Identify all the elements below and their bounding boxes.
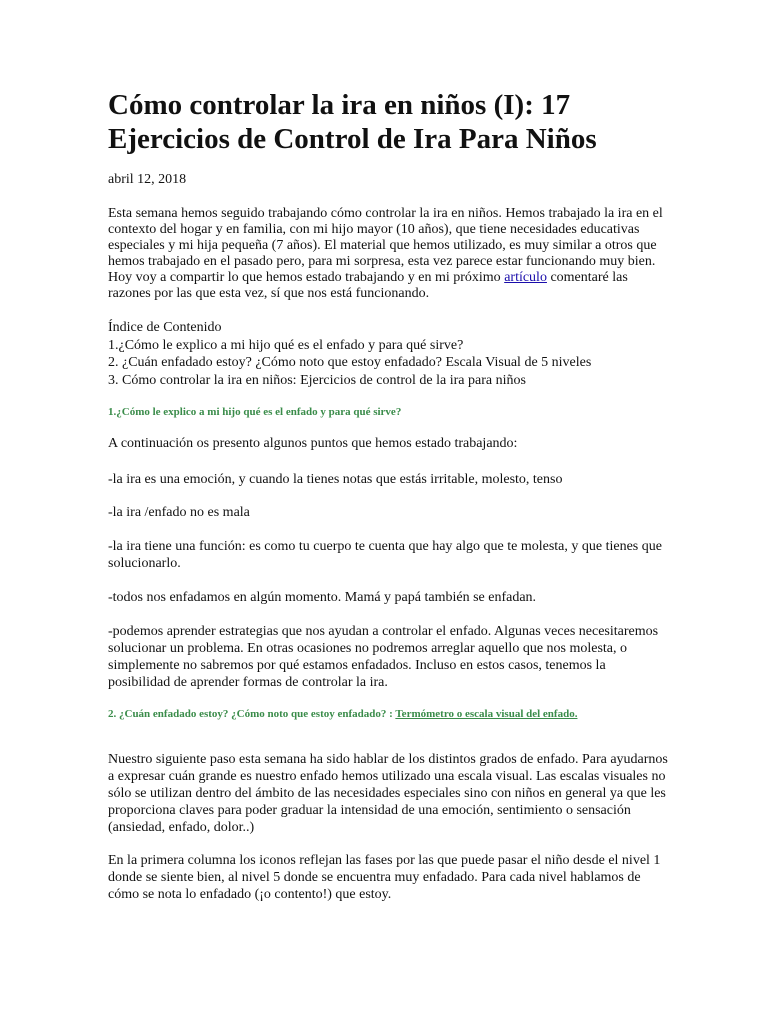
section-2-paragraph-1: Nuestro siguiente paso esta semana ha sido hablar de los distintos grados de enfado. Para ayudarnos a expresar cuán grande es nuestro enfado hemos utilizado una escala visual. Las escalas visuales no sólo se utilizan dentro del ámbito de las necesidades especiales sino con niños en general ya que les proporciona claves para poder graduar la intensidad de una emoción, sentimiento o sensación (ansiedad, enfado, dolor..) bbox=[108, 752, 668, 835]
section-1-paragraph-1: A continuación os presento algunos puntos que hemos estado trabajando: bbox=[108, 436, 518, 451]
section-1-paragraph-3: -la ira /enfado no es mala bbox=[108, 505, 250, 520]
section-1-heading: 1.¿Cómo le explico a mi hijo qué es el enfado y para qué sirve? bbox=[108, 406, 402, 418]
section-2-heading bbox=[108, 707, 638, 721]
toc-heading: Índice de Contenido bbox=[108, 320, 222, 335]
toc-item-1[interactable]: 1.¿Cómo le explico a mi hijo qué es el enfado y para qué sirve? bbox=[108, 337, 464, 353]
section-1-paragraph-6: -podemos aprender estrategias que nos ayudan a controlar el enfado. Algunas veces necesitaremos solucionar un problema. En otras ocasiones no podremos arreglar aquello que nos molesta, o simplemente no sabremos por qué estamos enfadados. Incluso en estos casos, tenemos la posibilidad de aprender formas de controlar la ira. bbox=[108, 624, 659, 690]
intro-paragraph bbox=[108, 206, 668, 302]
section-1-paragraph-2: -la ira es una emoción, y cuando la tienes notas que estás irritable, molesto, tenso bbox=[108, 472, 563, 487]
section-1-paragraph-5: -todos nos enfadamos en algún momento. Mamá y papá también se enfadan. bbox=[108, 590, 537, 605]
table-of-contents bbox=[108, 319, 591, 389]
intro-text-before-link: Esta semana hemos seguido trabajando cómo controlar la ira en niños. Hemos trabajado la ira en el contexto del hogar y en familia, con mi hijo mayor (10 años), que tiene necesidades educativas especiales y mi hija pequeña (7 años). El material que hemos utilizado, es muy similar a otros que hemos trabajado en el pasado pero, para mi sorpresa, esta vez parece estar funcionando muy bien. Hoy voy a compartir lo que hemos estado trabajando y en mi próximo bbox=[108, 206, 663, 285]
section-1-paragraph-4: -la ira tiene una función: es como tu cuerpo te cuenta que hay algo que te molesta, y que tienes que solucionarlo. bbox=[108, 539, 662, 571]
section-2-paragraph-2: En la primera columna los iconos reflejan las fases por las que puede pasar el niño desde el nivel 1 donde se siente bien, al nivel 5 donde se encuentra muy enfadado. Para cada nivel hablamos de cómo se nota lo enfadado (¡o contento!) que estoy. bbox=[108, 853, 661, 902]
article-link[interactable]: artículo bbox=[504, 270, 547, 285]
intro-text-after-link: comentaré las razones por las que esta vez, sí que nos está funcionando. bbox=[108, 270, 628, 301]
toc-item-3[interactable]: 3. Cómo controlar la ira en niños: Ejercicios de control de la ira para niños bbox=[108, 372, 526, 388]
article bbox=[108, 88, 668, 902]
article-date: abril 12, 2018 bbox=[108, 172, 187, 187]
section-2-heading-link[interactable]: Termómetro o escala visual del enfado. bbox=[395, 708, 578, 720]
article-title: Cómo controlar la ira en niños (I): 17 Ejercicios de Control de Ira Para Niños bbox=[108, 89, 597, 155]
section-2-heading-text: 2. ¿Cuán enfadado estoy? ¿Cómo noto que estoy enfadado? : bbox=[108, 708, 396, 720]
toc-item-2[interactable]: 2. ¿Cuán enfadado estoy? ¿Cómo noto que estoy enfadado? Escala Visual de 5 niveles bbox=[108, 355, 592, 370]
